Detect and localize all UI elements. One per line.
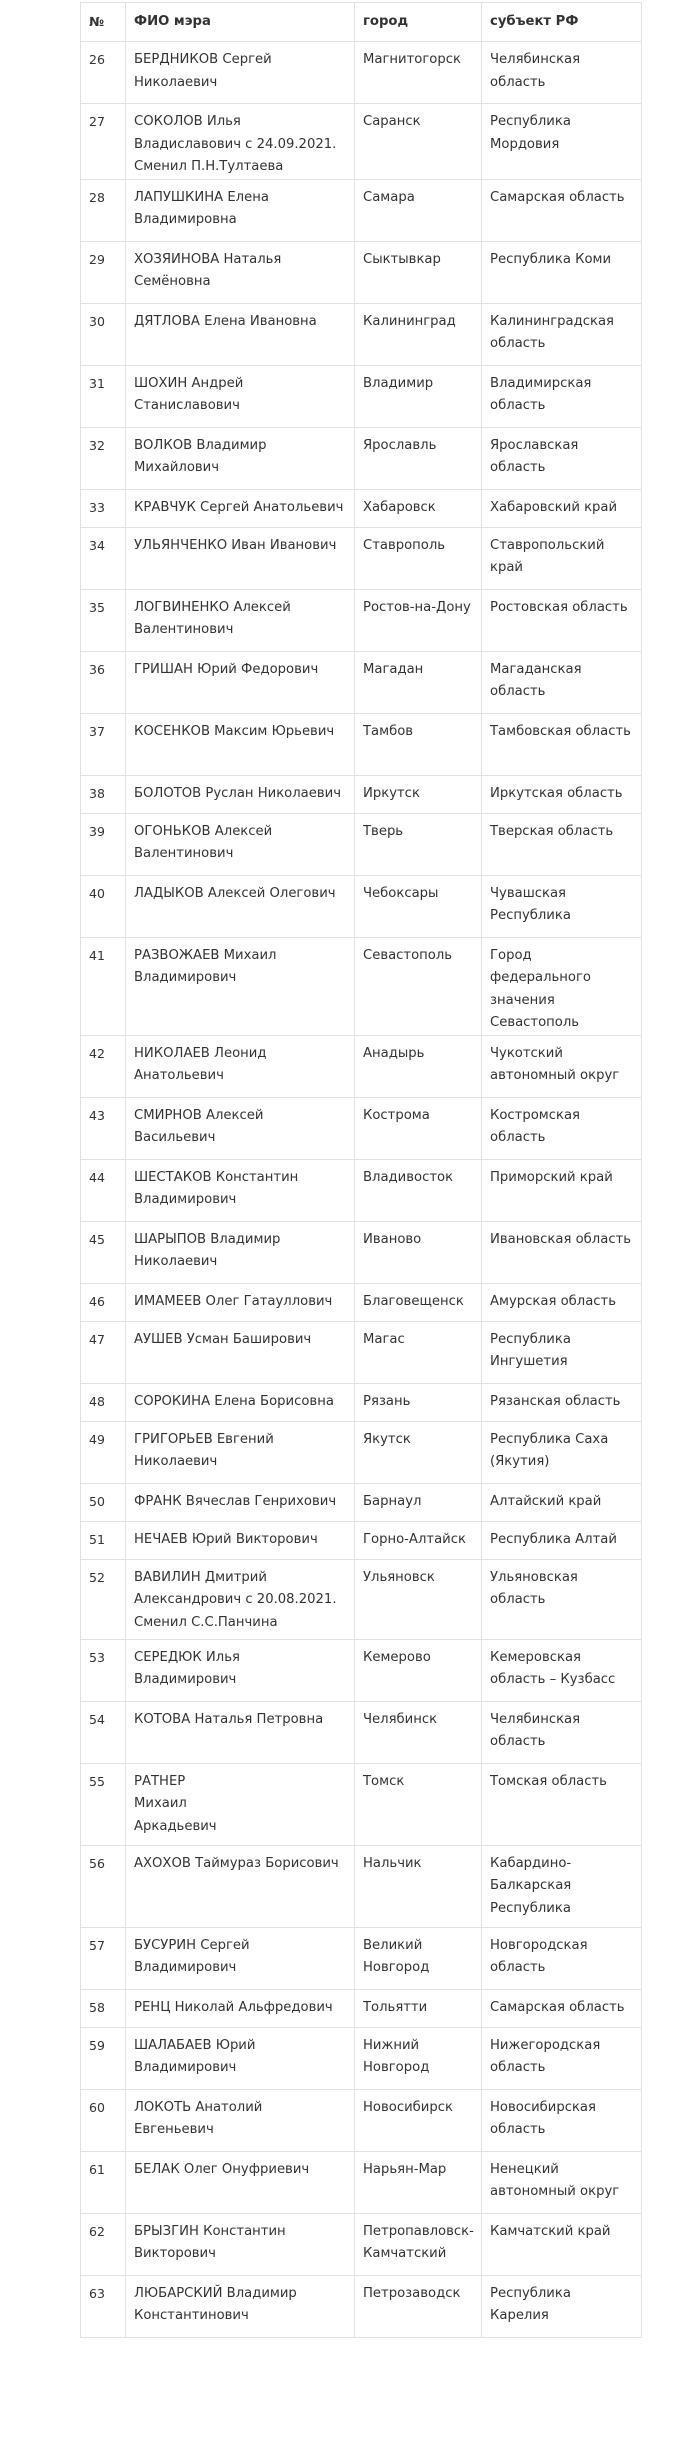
row-number: 58 bbox=[81, 1989, 126, 2027]
mayor-name: ХОЗЯИНОВА Наталья Семёновна bbox=[126, 241, 355, 303]
table-row bbox=[81, 1483, 642, 1521]
table-row bbox=[81, 1763, 642, 1845]
region-name: Челябинская область bbox=[482, 1701, 642, 1763]
table-row bbox=[81, 303, 642, 365]
city-name: Магнитогорск bbox=[355, 42, 482, 104]
row-number: 54 bbox=[81, 1701, 126, 1763]
table-row bbox=[81, 937, 642, 1035]
mayor-name: БЕРДНИКОВ Сергей Николаевич bbox=[126, 42, 355, 104]
region-name: Чукотский автономный округ bbox=[482, 1035, 642, 1097]
mayor-name: ЛОКОТЬ Анатолий Евгеньевич bbox=[126, 2089, 355, 2151]
city-name: Кострома bbox=[355, 1097, 482, 1159]
region-name: Кемеровская область – Кузбасс bbox=[482, 1639, 642, 1701]
city-name: Ярославль bbox=[355, 427, 482, 489]
row-number: 49 bbox=[81, 1421, 126, 1483]
header-row bbox=[81, 3, 642, 42]
city-name: Нарьян-Мар bbox=[355, 2151, 482, 2213]
row-number: 43 bbox=[81, 1097, 126, 1159]
mayor-name: ВАВИЛИН Дмитрий Александрович с 20.08.2021. Сменил С.С.Панчина bbox=[126, 1559, 355, 1639]
mayor-name: КРАВЧУК Сергей Анатольевич bbox=[126, 489, 355, 527]
region-name: Чувашская Республика bbox=[482, 875, 642, 937]
region-name: Город федерального значения Севастополь bbox=[482, 937, 642, 1035]
row-number: 38 bbox=[81, 775, 126, 813]
mayor-name: ГРИГОРЬЕВ Евгений Николаевич bbox=[126, 1421, 355, 1483]
city-name: Благовещенск bbox=[355, 1283, 482, 1321]
table-row bbox=[81, 875, 642, 937]
mayor-name: СЕРЕДЮК Илья Владимирович bbox=[126, 1639, 355, 1701]
table-row bbox=[81, 1221, 642, 1283]
table-row bbox=[81, 427, 642, 489]
table-row bbox=[81, 2275, 642, 2337]
mayors-table-container bbox=[80, 2, 641, 2338]
city-name: Томск bbox=[355, 1763, 482, 1845]
city-name: Барнаул bbox=[355, 1483, 482, 1521]
row-number: 30 bbox=[81, 303, 126, 365]
table-row bbox=[81, 1701, 642, 1763]
row-number: 60 bbox=[81, 2089, 126, 2151]
city-name: Хабаровск bbox=[355, 489, 482, 527]
city-name: Тверь bbox=[355, 813, 482, 875]
city-name: Кемерово bbox=[355, 1639, 482, 1701]
row-number: 45 bbox=[81, 1221, 126, 1283]
table-row bbox=[81, 1927, 642, 1989]
header-number: № bbox=[81, 3, 126, 42]
region-name: Ульяновская область bbox=[482, 1559, 642, 1639]
row-number: 35 bbox=[81, 589, 126, 651]
table-row bbox=[81, 1035, 642, 1097]
row-number: 34 bbox=[81, 527, 126, 589]
table-row bbox=[81, 104, 642, 180]
region-name: Новосибирская область bbox=[482, 2089, 642, 2151]
city-name: Ростов-на-Дону bbox=[355, 589, 482, 651]
city-name: Севастополь bbox=[355, 937, 482, 1035]
row-number: 39 bbox=[81, 813, 126, 875]
table-row bbox=[81, 1159, 642, 1221]
mayor-name: ШОХИН Андрей Станиславович bbox=[126, 365, 355, 427]
row-number: 33 bbox=[81, 489, 126, 527]
mayor-name: ЛОГВИНЕНКО Алексей Валентинович bbox=[126, 589, 355, 651]
table-row bbox=[81, 527, 642, 589]
region-name: Республика Алтай bbox=[482, 1521, 642, 1559]
city-name: Новосибирск bbox=[355, 2089, 482, 2151]
mayor-name: ГРИШАН Юрий Федорович bbox=[126, 651, 355, 713]
region-name: Ярославская область bbox=[482, 427, 642, 489]
table-row bbox=[81, 42, 642, 104]
table-row bbox=[81, 365, 642, 427]
region-name: Республика Ингушетия bbox=[482, 1321, 642, 1383]
table-row bbox=[81, 489, 642, 527]
region-name: Рязанская область bbox=[482, 1383, 642, 1421]
city-name: Рязань bbox=[355, 1383, 482, 1421]
region-name: Кабардино-Балкарская Республика bbox=[482, 1845, 642, 1927]
city-name: Нижний Новгород bbox=[355, 2027, 482, 2089]
row-number: 44 bbox=[81, 1159, 126, 1221]
row-number: 37 bbox=[81, 713, 126, 775]
header-region: субъект РФ bbox=[482, 3, 642, 42]
city-name: Якутск bbox=[355, 1421, 482, 1483]
row-number: 31 bbox=[81, 365, 126, 427]
table-row bbox=[81, 1845, 642, 1927]
row-number: 36 bbox=[81, 651, 126, 713]
region-name: Республика Саха (Якутия) bbox=[482, 1421, 642, 1483]
city-name: Ставрополь bbox=[355, 527, 482, 589]
table-row bbox=[81, 2027, 642, 2089]
city-name: Ульяновск bbox=[355, 1559, 482, 1639]
city-name: Челябинск bbox=[355, 1701, 482, 1763]
row-number: 28 bbox=[81, 179, 126, 241]
mayor-name: ЛАПУШКИНА Елена Владимировна bbox=[126, 179, 355, 241]
region-name: Амурская область bbox=[482, 1283, 642, 1321]
city-name: Саранск bbox=[355, 104, 482, 180]
row-number: 52 bbox=[81, 1559, 126, 1639]
table-row bbox=[81, 775, 642, 813]
row-number: 26 bbox=[81, 42, 126, 104]
table-row bbox=[81, 1559, 642, 1639]
mayor-name: УЛЬЯНЧЕНКО Иван Иванович bbox=[126, 527, 355, 589]
table-row bbox=[81, 813, 642, 875]
region-name: Республика Коми bbox=[482, 241, 642, 303]
header-city: город bbox=[355, 3, 482, 42]
mayor-name: ШЕСТАКОВ Константин Владимирович bbox=[126, 1159, 355, 1221]
region-name: Республика Мордовия bbox=[482, 104, 642, 180]
region-name: Ростовская область bbox=[482, 589, 642, 651]
region-name: Владимирская область bbox=[482, 365, 642, 427]
region-name: Ставропольский край bbox=[482, 527, 642, 589]
mayors-table bbox=[80, 2, 642, 2338]
region-name: Хабаровский край bbox=[482, 489, 642, 527]
table-row bbox=[81, 1521, 642, 1559]
city-name: Самара bbox=[355, 179, 482, 241]
row-number: 53 bbox=[81, 1639, 126, 1701]
region-name: Самарская область bbox=[482, 1989, 642, 2027]
mayor-name: ШАРЫПОВ Владимир Николаевич bbox=[126, 1221, 355, 1283]
table-row bbox=[81, 1421, 642, 1483]
table-row bbox=[81, 1283, 642, 1321]
mayor-name: РЕНЦ Николай Альфредович bbox=[126, 1989, 355, 2027]
mayor-name: НИКОЛАЕВ Леонид Анатольевич bbox=[126, 1035, 355, 1097]
region-name: Ивановская область bbox=[482, 1221, 642, 1283]
table-body bbox=[81, 42, 642, 2338]
city-name: Нальчик bbox=[355, 1845, 482, 1927]
region-name: Новгородская область bbox=[482, 1927, 642, 1989]
table-row bbox=[81, 1383, 642, 1421]
table-row bbox=[81, 241, 642, 303]
city-name: Владивосток bbox=[355, 1159, 482, 1221]
region-name: Тамбовская область bbox=[482, 713, 642, 775]
region-name: Костромская область bbox=[482, 1097, 642, 1159]
mayor-name: РАТНЕР Михаил Аркадьевич bbox=[126, 1763, 355, 1845]
mayor-name: БРЫЗГИН Константин Викторович bbox=[126, 2213, 355, 2275]
mayor-name: ОГОНЬКОВ Алексей Валентинович bbox=[126, 813, 355, 875]
table-row bbox=[81, 1989, 642, 2027]
row-number: 51 bbox=[81, 1521, 126, 1559]
mayor-name: СОРОКИНА Елена Борисовна bbox=[126, 1383, 355, 1421]
table-row bbox=[81, 2213, 642, 2275]
mayor-name: БЕЛАК Олег Онуфриевич bbox=[126, 2151, 355, 2213]
mayor-name: БУСУРИН Сергей Владимирович bbox=[126, 1927, 355, 1989]
mayor-name: ДЯТЛОВА Елена Ивановна bbox=[126, 303, 355, 365]
city-name: Чебоксары bbox=[355, 875, 482, 937]
mayor-name: ИМАМЕЕВ Олег Гатауллович bbox=[126, 1283, 355, 1321]
mayor-name: СОКОЛОВ Илья Владиславович с 24.09.2021. Сменил П.Н.Тултаева bbox=[126, 104, 355, 180]
region-name: Республика Карелия bbox=[482, 2275, 642, 2337]
row-number: 46 bbox=[81, 1283, 126, 1321]
mayor-name: ФРАНК Вячеслав Генрихович bbox=[126, 1483, 355, 1521]
mayor-name: БОЛОТОВ Руслан Николаевич bbox=[126, 775, 355, 813]
row-number: 55 bbox=[81, 1763, 126, 1845]
city-name: Тольятти bbox=[355, 1989, 482, 2027]
mayor-name: КОТОВА Наталья Петровна bbox=[126, 1701, 355, 1763]
row-number: 50 bbox=[81, 1483, 126, 1521]
table-header bbox=[81, 3, 642, 42]
city-name: Петропавловск-Камчатский bbox=[355, 2213, 482, 2275]
row-number: 63 bbox=[81, 2275, 126, 2337]
mayor-name: ШАЛАБАЕВ Юрий Владимирович bbox=[126, 2027, 355, 2089]
region-name: Томская область bbox=[482, 1763, 642, 1845]
city-name: Великий Новгород bbox=[355, 1927, 482, 1989]
table-row bbox=[81, 2151, 642, 2213]
table-row bbox=[81, 589, 642, 651]
row-number: 27 bbox=[81, 104, 126, 180]
region-name: Алтайский край bbox=[482, 1483, 642, 1521]
region-name: Магаданская область bbox=[482, 651, 642, 713]
row-number: 42 bbox=[81, 1035, 126, 1097]
region-name: Ненецкий автономный округ bbox=[482, 2151, 642, 2213]
city-name: Сыктывкар bbox=[355, 241, 482, 303]
mayor-name: ЛЮБАРСКИЙ Владимир Константинович bbox=[126, 2275, 355, 2337]
row-number: 59 bbox=[81, 2027, 126, 2089]
region-name: Приморский край bbox=[482, 1159, 642, 1221]
city-name: Петрозаводск bbox=[355, 2275, 482, 2337]
region-name: Камчатский край bbox=[482, 2213, 642, 2275]
region-name: Тверская область bbox=[482, 813, 642, 875]
city-name: Иркутск bbox=[355, 775, 482, 813]
region-name: Нижегородская область bbox=[482, 2027, 642, 2089]
mayor-name: ЛАДЫКОВ Алексей Олегович bbox=[126, 875, 355, 937]
city-name: Анадырь bbox=[355, 1035, 482, 1097]
mayor-name: НЕЧАЕВ Юрий Викторович bbox=[126, 1521, 355, 1559]
region-name: Челябинская область bbox=[482, 42, 642, 104]
row-number: 48 bbox=[81, 1383, 126, 1421]
table-row bbox=[81, 1639, 642, 1701]
row-number: 62 bbox=[81, 2213, 126, 2275]
region-name: Самарская область bbox=[482, 179, 642, 241]
mayor-name: РАЗВОЖАЕВ Михаил Владимирович bbox=[126, 937, 355, 1035]
city-name: Горно-Алтайск bbox=[355, 1521, 482, 1559]
table-row bbox=[81, 179, 642, 241]
row-number: 47 bbox=[81, 1321, 126, 1383]
row-number: 29 bbox=[81, 241, 126, 303]
header-mayor-name: ФИО мэра bbox=[126, 3, 355, 42]
row-number: 56 bbox=[81, 1845, 126, 1927]
row-number: 41 bbox=[81, 937, 126, 1035]
city-name: Владимир bbox=[355, 365, 482, 427]
region-name: Иркутская область bbox=[482, 775, 642, 813]
row-number: 61 bbox=[81, 2151, 126, 2213]
mayor-name: ВОЛКОВ Владимир Михайлович bbox=[126, 427, 355, 489]
mayor-name: КОСЕНКОВ Максим Юрьевич bbox=[126, 713, 355, 775]
table-row bbox=[81, 2089, 642, 2151]
mayor-name: АХОХОВ Таймураз Борисович bbox=[126, 1845, 355, 1927]
city-name: Калининград bbox=[355, 303, 482, 365]
table-row bbox=[81, 713, 642, 775]
mayor-name: АУШЕВ Усман Баширович bbox=[126, 1321, 355, 1383]
city-name: Магас bbox=[355, 1321, 482, 1383]
row-number: 32 bbox=[81, 427, 126, 489]
city-name: Магадан bbox=[355, 651, 482, 713]
row-number: 57 bbox=[81, 1927, 126, 1989]
table-row bbox=[81, 1321, 642, 1383]
city-name: Иваново bbox=[355, 1221, 482, 1283]
city-name: Тамбов bbox=[355, 713, 482, 775]
table-row bbox=[81, 651, 642, 713]
table-row bbox=[81, 1097, 642, 1159]
mayor-name: СМИРНОВ Алексей Васильевич bbox=[126, 1097, 355, 1159]
row-number: 40 bbox=[81, 875, 126, 937]
region-name: Калининградская область bbox=[482, 303, 642, 365]
